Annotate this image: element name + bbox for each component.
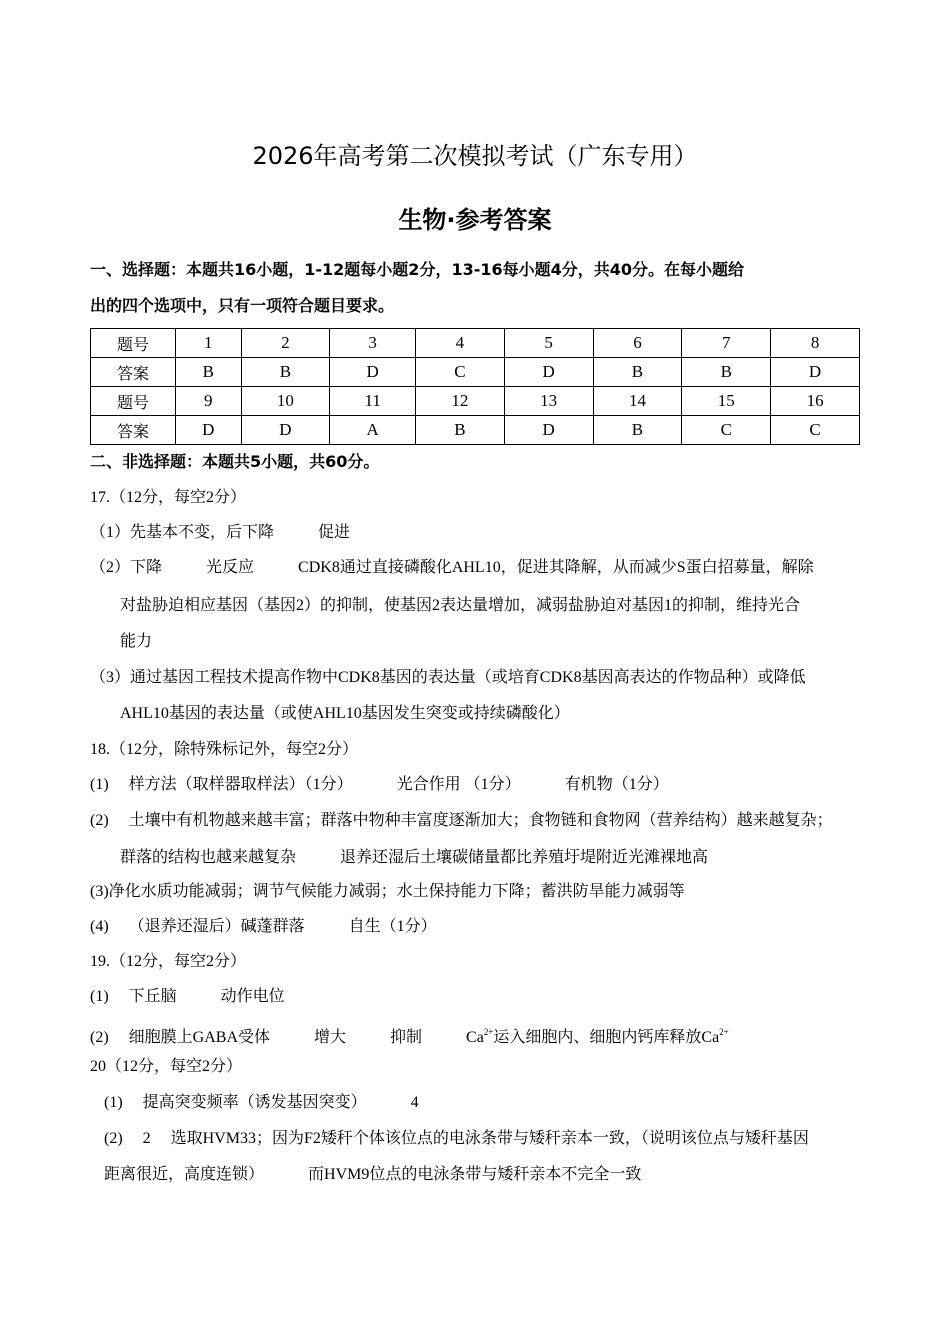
question-number-cell: 4 xyxy=(416,329,505,358)
answer-cell: D xyxy=(504,416,593,445)
q19-part1-answer-a: 下丘脑 xyxy=(128,988,177,1005)
calcium-charge: 2+ xyxy=(483,1027,494,1037)
q19-part1-answer-b: 动作电位 xyxy=(220,988,285,1005)
q17-heading: 17.（12分，每空2分） xyxy=(90,489,247,506)
answer-cell: B xyxy=(176,358,242,387)
q18-part2-answer-a: 土壤中有机物越来越丰富；群落中物种丰富度逐渐加大；食物链和食物网（营养结构）越来越复杂； xyxy=(128,812,833,829)
calcium-release-text: 运入细胞内、细胞内钙库释放Ca xyxy=(493,1029,720,1046)
question-number-cell: 16 xyxy=(771,387,860,416)
question-number-cell: 8 xyxy=(771,329,860,358)
section2-heading: 二、非选择题：本题共5小题，共60分。 xyxy=(90,452,380,471)
answer-table-number-row xyxy=(91,387,860,416)
q18-part1-answer-b: 光合作用 （1分） xyxy=(396,776,521,793)
question-number-cell: 11 xyxy=(330,387,416,416)
q18-part1 xyxy=(90,775,669,795)
q20-heading: 20（12分，每空2分） xyxy=(90,1058,243,1075)
q20-part2-line1 xyxy=(104,1129,809,1149)
q20-part2-answer-a: 2 xyxy=(142,1130,151,1147)
answer-cell: B xyxy=(682,358,771,387)
question-number-cell: 6 xyxy=(593,329,682,358)
q17-part2-answer-a: （2）下降 xyxy=(90,559,163,576)
q18-part2-answer-c: 退养还湿后土壤碳储量都比养殖圩堤附近光滩裸地高 xyxy=(340,849,709,866)
question-number-cell: 10 xyxy=(241,387,330,416)
q17-part3-line1: （3）通过基因工程技术提高作物中CDK8基因的表达量（或培育CDK8基因高表达的作物品种）或降低 xyxy=(90,669,806,686)
q18-part4-number: (4) xyxy=(90,918,109,935)
answer-cell: D xyxy=(176,416,242,445)
question-number-cell: 3 xyxy=(330,329,416,358)
row-label-question-number: 题号 xyxy=(91,329,176,358)
answer-table-answer-row xyxy=(91,358,860,387)
q18-part1-answer-c: 有机物（1分） xyxy=(564,776,669,793)
row-label-answer: 答案 xyxy=(91,358,176,387)
question-number-cell: 2 xyxy=(241,329,330,358)
q17-part1 xyxy=(90,523,350,543)
answer-cell: C xyxy=(682,416,771,445)
q19-part2-number: (2) xyxy=(90,1029,109,1046)
q19-part2-answer-d xyxy=(466,1029,729,1046)
answer-cell: B xyxy=(416,416,505,445)
q20-part2-answer-b: 选取HVM33；因为F2矮秆个体该位点的电泳条带与矮秆亲本一致，（说明该位点与矮秆基因 xyxy=(170,1130,809,1147)
question-number-cell: 1 xyxy=(176,329,242,358)
calcium-charge-2: 2+ xyxy=(719,1027,729,1037)
answer-table-number-row xyxy=(91,329,860,358)
q20-part2-line2 xyxy=(104,1165,641,1185)
section1-heading-line2: 出的四个选项中，只有一项符合题目要求。 xyxy=(90,296,395,315)
question-number-cell: 5 xyxy=(504,329,593,358)
q17-part3-line2: AHL10基因的表达量（或使AHL10基因发生突变或持续磷酸化） xyxy=(120,705,570,722)
q18-part1-answer-a: 样方法（取样器取样法）（1分） xyxy=(128,776,353,793)
q20-part1-answer-a: 提高突变频率（诱发基因突变） xyxy=(142,1094,367,1111)
question-number-cell: 9 xyxy=(176,387,242,416)
row-label-question-number: 题号 xyxy=(91,387,176,416)
q19-part1-number: (1) xyxy=(90,988,109,1005)
answer-cell: D xyxy=(330,358,416,387)
page-subtitle: 生物·参考答案 xyxy=(398,206,552,234)
q17-part2-line3: 能力 xyxy=(120,633,153,650)
answer-cell: D xyxy=(771,358,860,387)
q18-heading: 18.（12分，除特殊标记外，每空2分） xyxy=(90,741,359,758)
row-label-answer: 答案 xyxy=(91,416,176,445)
page-title: 2026年高考第二次模拟考试（广东专用） xyxy=(252,142,698,170)
q19-part2-answer-a: 细胞膜上GABA受体 xyxy=(128,1029,270,1046)
q18-part4-answer-a: （退养还湿后）碱蓬群落 xyxy=(128,918,305,935)
answer-cell: B xyxy=(593,416,682,445)
q20-part1 xyxy=(104,1093,419,1113)
answer-cell: A xyxy=(330,416,416,445)
answer-table xyxy=(90,328,860,445)
answer-cell: D xyxy=(241,416,330,445)
q18-part2-line2 xyxy=(120,848,708,868)
q18-part4 xyxy=(90,917,437,937)
q17-part2-answer-c: CDK8通过直接磷酸化AHL10，促进其降解，从而减少S蛋白招募量，解除 xyxy=(298,559,814,576)
answer-table-answer-row xyxy=(91,416,860,445)
q17-part1-answer-b: 促进 xyxy=(318,524,351,541)
q18-part2-answer-b: 群落的结构也越来越复杂 xyxy=(120,849,297,866)
calcium-text: Ca xyxy=(466,1029,484,1046)
answer-cell: C xyxy=(771,416,860,445)
question-number-cell: 14 xyxy=(593,387,682,416)
q18-part1-number: (1) xyxy=(90,776,109,793)
question-number-cell: 13 xyxy=(504,387,593,416)
q19-part1 xyxy=(90,987,285,1007)
q18-part2-number: (2) xyxy=(90,812,109,829)
q20-part1-answer-b: 4 xyxy=(410,1094,419,1111)
answer-cell: C xyxy=(416,358,505,387)
q17-part2-line2: 对盐胁迫相应基因（基因2）的抑制，使基因2表达量增加，减弱盐胁迫对基因1的抑制，维持光合 xyxy=(120,597,801,614)
q18-part3: (3)净化水质功能减弱；调节气候能力减弱；水土保持能力下降；蓄洪防旱能力减弱等 xyxy=(90,883,685,900)
question-number-cell: 12 xyxy=(416,387,505,416)
q20-part2-answer-c: 距离很近，高度连锁） xyxy=(104,1166,265,1183)
q20-part2-number: (2) xyxy=(104,1130,123,1147)
answer-cell: B xyxy=(593,358,682,387)
q17-part1-answer-a: （1）先基本不变，后下降 xyxy=(90,524,275,541)
section1-heading-line1: 一、选择题：本题共16小题，1-12题每小题2分，13-16每小题4分，共40分。在每小题给 xyxy=(90,260,745,279)
question-number-cell: 7 xyxy=(682,329,771,358)
q19-part2-answer-c: 抑制 xyxy=(390,1029,423,1046)
q17-part2-answer-b: 光反应 xyxy=(206,559,255,576)
answer-table-body xyxy=(91,329,860,445)
q18-part2-line1 xyxy=(90,811,833,831)
answer-cell: D xyxy=(504,358,593,387)
q17-part2-line1 xyxy=(90,558,814,578)
q19-part2-answer-b: 增大 xyxy=(314,1029,347,1046)
q20-part1-number: (1) xyxy=(104,1094,123,1111)
q18-part4-answer-b: 自生（1分） xyxy=(348,918,437,935)
answer-cell: B xyxy=(241,358,330,387)
q19-heading: 19.（12分，每空2分） xyxy=(90,953,247,970)
q20-part2-answer-d: 而HVM9位点的电泳条带与矮秆亲本不完全一致 xyxy=(308,1166,642,1183)
q19-part2 xyxy=(90,1022,729,1048)
question-number-cell: 15 xyxy=(682,387,771,416)
